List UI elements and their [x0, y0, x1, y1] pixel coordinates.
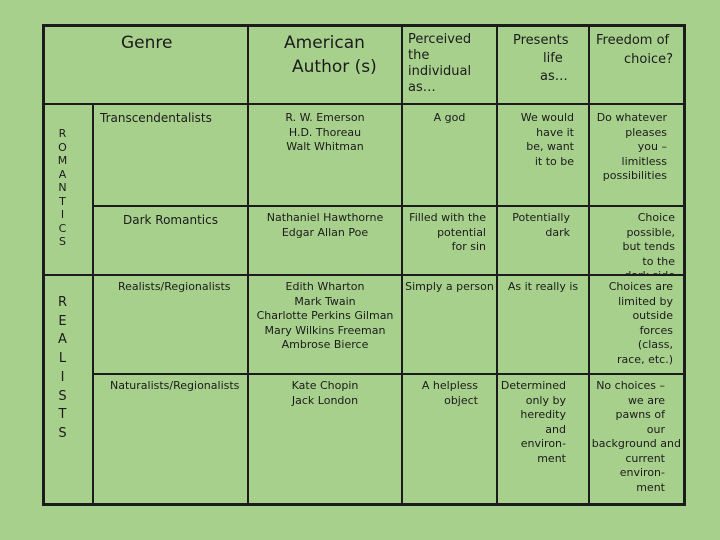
perceived-text: Simply a person: [405, 280, 494, 293]
row3-authors-cell: [249, 276, 401, 373]
header-presents-cell: [498, 27, 588, 103]
freedom-text: but tends: [622, 240, 675, 253]
row1-genre-cell: [94, 105, 247, 205]
author-name: Mark Twain: [294, 294, 356, 308]
freedom-text: outside: [632, 309, 673, 322]
freedom-text: possibilities: [602, 169, 667, 182]
presents-text: it to be: [534, 154, 574, 168]
freedom-text: pleases: [625, 125, 667, 139]
perceived-text: for sin: [451, 240, 486, 253]
author-name: Edith Wharton: [285, 280, 365, 293]
freedom-text: current: [625, 451, 665, 465]
header-genre: Genre: [121, 33, 173, 53]
header-presents-line2: life: [543, 51, 563, 66]
row1-genre: Transcendentalists: [100, 111, 212, 125]
row1-perceived-cell: [403, 105, 496, 205]
presents-text: be, want: [526, 140, 574, 153]
header-perceived-cell: [403, 27, 496, 103]
row4-perceived-cell: [403, 375, 496, 503]
header-perceived-line3: as…: [408, 80, 436, 95]
perceived-text: A god: [433, 111, 466, 124]
header-perceived-line1: Perceived the: [408, 32, 472, 63]
freedom-text: Choices are: [608, 280, 673, 293]
freedom-text: race, etc.): [617, 352, 673, 366]
row3-freedom-cell: [590, 276, 683, 373]
perceived-text: A helpless: [421, 379, 478, 392]
freedom-text: Do whatever: [596, 111, 667, 124]
author-name: Jack London: [291, 393, 359, 407]
header-presents-line1: Presents: [513, 33, 569, 48]
row1-presents-cell: [498, 105, 588, 205]
freedom-text: our: [646, 422, 665, 436]
header-author-line1: American: [284, 33, 365, 53]
row3-genre-cell: [94, 276, 247, 373]
freedom-text: to the: [642, 254, 675, 268]
freedom-text: limited by: [618, 294, 673, 308]
row3-perceived-cell: [403, 276, 496, 373]
perceived-text: Filled with the: [409, 211, 486, 224]
row2-perceived-cell: [403, 207, 496, 274]
presents-text: Potentially: [512, 211, 570, 224]
header-author-line2: Author (s): [292, 57, 377, 77]
row3-presents-cell: [498, 276, 588, 373]
row1-authors-cell: [249, 105, 401, 205]
header-freedom-line1: Freedom of: [596, 33, 670, 48]
author-name: Walt Whitman: [286, 140, 364, 153]
row3-genre: Realists/Regionalists: [118, 280, 231, 293]
row2-authors-cell: [249, 207, 401, 274]
row4-freedom-cell: [590, 375, 683, 503]
presents-text: and: [545, 422, 566, 436]
author-name: Ambrose Bierce: [281, 338, 369, 351]
presents-text: only by: [525, 393, 566, 407]
row4-authors-cell: [249, 375, 401, 503]
presents-text: As it really is: [507, 280, 579, 293]
header-freedom-line2: choice?: [624, 52, 673, 67]
freedom-text: pawns of: [615, 408, 665, 421]
header-presents-line3: as…: [540, 69, 568, 84]
group-romantics-cell: [45, 105, 92, 274]
freedom-text: ment: [636, 480, 665, 494]
header-perceived-line2: individual: [408, 64, 472, 79]
group-realists-cell: [45, 276, 92, 503]
row4-presents-cell: [498, 375, 588, 503]
row2-presents-cell: [498, 207, 588, 274]
row4-genre-cell: [94, 375, 247, 503]
row4-genre: Naturalists/Regionalists: [110, 379, 240, 392]
perceived-text: object: [444, 393, 478, 407]
presents-text: We would: [520, 111, 574, 124]
presents-text: heredity: [520, 408, 566, 421]
author-name: Edgar Allan Poe: [281, 225, 369, 239]
header-freedom-cell: [590, 27, 683, 103]
presents-text: have it: [536, 125, 574, 139]
author-name: Mary Wilkins Freeman: [264, 323, 386, 337]
group-romantics-label: R O M A N T I C S: [57, 127, 68, 248]
freedom-text: environ-: [619, 466, 665, 479]
author-name: Kate Chopin: [291, 379, 359, 392]
freedom-text: background and: [591, 437, 681, 450]
author-name: Charlotte Perkins Gilman: [256, 309, 394, 322]
row1-freedom-cell: [590, 105, 683, 205]
group-realists-label: R E A L I S T S: [57, 295, 68, 441]
perceived-text: potential: [437, 225, 486, 239]
freedom-text: Choice possible,: [626, 211, 675, 239]
presents-text: Determined: [500, 379, 566, 392]
literature-table: [42, 24, 686, 506]
author-name: R. W. Emerson: [285, 111, 365, 124]
row2-genre-cell: [94, 207, 247, 274]
row2-genre: Dark Romantics: [123, 213, 218, 227]
freedom-text: you –: [637, 140, 667, 153]
row2-freedom-cell: [590, 207, 683, 274]
header-genre-cell: [45, 27, 247, 103]
header-author-cell: [249, 27, 401, 103]
presents-text: dark: [545, 225, 570, 239]
freedom-text: (class,: [637, 338, 673, 351]
freedom-text: No choices –: [596, 379, 665, 392]
freedom-text: forces: [639, 323, 673, 337]
freedom-text: limitless: [621, 154, 667, 168]
author-name: H.D. Thoreau: [288, 125, 362, 139]
presents-text: ment: [537, 451, 566, 465]
presents-text: environ-: [520, 437, 566, 450]
author-name: Nathaniel Hawthorne: [266, 211, 384, 224]
freedom-text: we are: [627, 393, 665, 407]
